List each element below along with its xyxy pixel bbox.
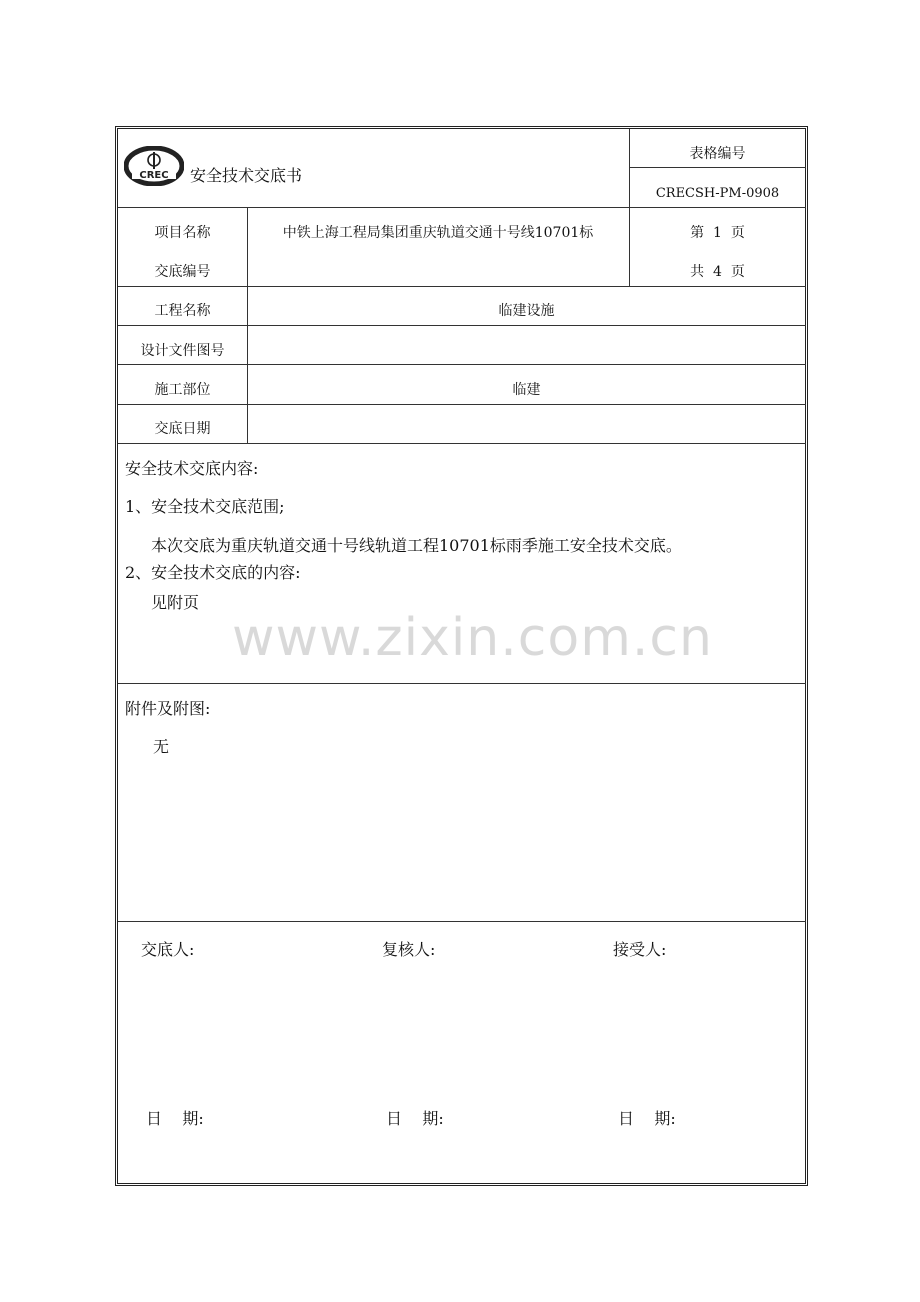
handover-date-label: 交底日期 <box>154 421 211 437</box>
date-label-1: 日 期: <box>146 1109 204 1128</box>
row-divider <box>118 683 806 684</box>
date-label-3: 日 期: <box>618 1109 676 1128</box>
row-divider <box>118 207 806 208</box>
row-divider <box>118 286 806 287</box>
form-number-label: 表格编号 <box>689 146 746 162</box>
logo-text: CREC <box>139 170 169 181</box>
page-current: 第 1 页 <box>690 225 745 241</box>
column-divider <box>247 207 248 443</box>
content-item-2: 2、安全技术交底的内容: <box>125 563 301 582</box>
watermark: www.zixin.com.cn <box>232 608 713 668</box>
form-number-value: CRECSH-PM-0908 <box>655 186 780 201</box>
row-divider <box>629 167 806 168</box>
content-item-2-text: 见附页 <box>151 593 200 612</box>
content-item-1: 1、安全技术交底范围; <box>125 497 285 516</box>
site-value: 临建 <box>512 382 541 398</box>
date-label-2: 日 期: <box>386 1109 444 1128</box>
work-name-value: 临建设施 <box>498 303 555 319</box>
crec-logo-icon <box>124 146 184 186</box>
attachments-heading: 附件及附图: <box>125 699 211 718</box>
design-doc-label: 设计文件图号 <box>140 343 225 359</box>
row-divider <box>118 443 806 444</box>
project-name-label: 项目名称 <box>154 225 211 241</box>
work-name-label: 工程名称 <box>154 303 211 319</box>
reviewer-label: 复核人: <box>382 940 436 959</box>
site-label: 施工部位 <box>154 382 211 398</box>
row-divider <box>118 364 806 365</box>
content-item-1-text: 本次交底为重庆轨道交通十号线轨道工程10701标雨季施工安全技术交底。 <box>151 536 682 555</box>
receiver-label: 接受人: <box>613 940 667 959</box>
row-divider <box>118 921 806 922</box>
attachments-value: 无 <box>153 737 170 756</box>
content-heading: 安全技术交底内容: <box>125 459 259 478</box>
row-divider <box>118 325 806 326</box>
project-name-value: 中铁上海工程局集团重庆轨道交通十号线10701标 <box>282 225 594 241</box>
form-title: 安全技术交底书 <box>190 166 303 185</box>
row-divider <box>118 404 806 405</box>
handover-person-label: 交底人: <box>141 940 195 959</box>
page-total: 共 4 页 <box>690 264 745 280</box>
handover-number-label: 交底编号 <box>154 264 211 280</box>
